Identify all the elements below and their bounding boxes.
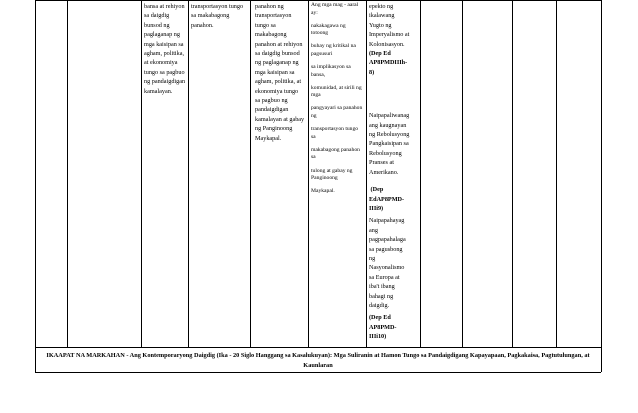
text-line: mga kaisipan sa xyxy=(255,68,295,76)
quarter-heading-line2: Kaunlaran xyxy=(303,361,333,369)
list-item xyxy=(311,105,367,120)
competency-code: (Dep Ed xyxy=(369,314,391,322)
col-border xyxy=(462,0,463,347)
col-border xyxy=(188,0,189,347)
text-line: sa implikasyon sa xyxy=(311,64,351,71)
text-line: panahon. xyxy=(191,21,214,29)
text-line: Naipapahayag xyxy=(369,217,405,225)
list-item xyxy=(311,168,367,183)
col-border xyxy=(35,0,36,372)
competency-code: (Dep Ed xyxy=(369,50,391,58)
text-line: epekto ng xyxy=(369,3,394,10)
text-line: mga kaisipan sa xyxy=(144,40,184,48)
text-line: Maykapal. xyxy=(255,134,282,142)
text-line: Pranses at xyxy=(369,159,394,167)
text-line: ng paglaganap ng xyxy=(255,59,299,67)
text-line: Panginoong xyxy=(311,175,338,182)
text-line: ekonomiya tungo xyxy=(255,87,299,95)
text-line: makabagong xyxy=(255,31,287,39)
competency-code: (Dep xyxy=(369,186,384,194)
text-line: bahagi ng xyxy=(369,292,394,300)
text-line: Yugto ng xyxy=(369,21,392,29)
text-line: kamalayan at gabay xyxy=(255,115,305,123)
text-line: transportasyon xyxy=(255,12,292,20)
text-line: ang xyxy=(369,226,378,234)
list-item xyxy=(311,64,367,79)
text-line: agham, politika, xyxy=(144,50,185,58)
text-line: Maykapal. xyxy=(311,188,335,195)
text-line: ang kaugnayan xyxy=(369,121,407,129)
competency-code: AP8PMD- xyxy=(369,323,397,331)
list-item xyxy=(311,85,367,100)
competency-code: IIIi10) xyxy=(369,333,387,341)
table-bottom-border xyxy=(35,372,601,373)
table-row-divider xyxy=(35,347,601,348)
text-line: bunsod ng xyxy=(144,21,170,29)
competency-code: AP8PMDIIIh- xyxy=(369,59,408,67)
text-line: Rebolusyong xyxy=(369,149,402,157)
text-line: Imperyalismo at xyxy=(369,31,410,39)
spacer xyxy=(369,177,421,185)
text-line: bansa at rehiyon xyxy=(144,3,185,10)
text-line: bansa, xyxy=(311,71,326,78)
text-line: komunidad, at sirili ng xyxy=(311,84,362,91)
text-line: iba't ibang xyxy=(369,283,395,291)
text-line: daigdig. xyxy=(369,301,390,309)
col-border xyxy=(250,0,251,347)
text-line: makabagong panahon xyxy=(311,146,360,153)
text-line: sa xyxy=(311,154,316,161)
competency-code: IIIi9) xyxy=(369,204,384,212)
text-line: sa makabagong xyxy=(191,12,230,20)
col-border xyxy=(67,0,68,347)
text-line: tungo sa xyxy=(255,21,276,29)
text-line: paglaganap ng xyxy=(144,31,180,39)
cell-performance-standard xyxy=(191,2,251,30)
text-line: sa daigdig xyxy=(144,12,170,20)
text-line: transportasyon tungo xyxy=(191,3,244,10)
text-line: pagpapahalaga xyxy=(369,236,406,244)
text-line: nakakagawa ng xyxy=(311,22,346,29)
col-border xyxy=(601,0,602,372)
cell-learning-competencies xyxy=(369,2,421,342)
text-line: Pangkaisipan sa xyxy=(369,140,409,148)
cell-performance-task xyxy=(311,2,367,201)
text-line: sa pagusbong xyxy=(369,245,403,253)
cell-transfer-goal xyxy=(255,2,309,143)
text-line: ng pandaigdigan xyxy=(144,78,186,86)
text-line: sa Europa at xyxy=(369,273,400,281)
col-border xyxy=(512,0,513,347)
text-line: sa xyxy=(311,133,316,140)
text-line: tulong at gabay ng xyxy=(311,167,353,174)
list-item xyxy=(311,43,367,58)
spacer xyxy=(369,77,421,111)
table-top-border xyxy=(35,0,601,1)
text-line: pandaigdigan xyxy=(255,106,289,114)
competency-code: EdAP8PMD- xyxy=(369,195,405,203)
list-item xyxy=(311,23,367,38)
text-line: ng Panginoong xyxy=(255,125,293,133)
text-line: pangyayari sa panahon xyxy=(311,105,363,112)
text-line: pagsusuri xyxy=(311,50,333,57)
competency-code: 8) xyxy=(369,68,375,76)
text-line: Kolonisasyon. xyxy=(369,40,405,48)
text-line: sa pagbuo ng xyxy=(255,97,288,105)
quarter-heading xyxy=(38,351,598,370)
text-line: ng Rebolusyong xyxy=(369,131,410,139)
text-line: ikalawang xyxy=(369,12,395,20)
text-line: Amerikano. xyxy=(369,168,399,176)
text-line: ay: xyxy=(311,9,318,16)
quarter-heading-line1: IKAAPAT NA MARKAHAN - Ang Kontemporaryong Daigdig (Ika - 20 Siglo Hanggang sa Kasalukuyan): Mga Suliranin at Hamon Tungo sa Pandaigdigang Kapayapaan, Pagkakaisa, Pagtutulungan, at xyxy=(46,352,590,359)
list-item xyxy=(311,126,367,141)
cell-learning-standard xyxy=(144,2,188,96)
text-line: at ekonomiya xyxy=(144,59,178,67)
text-line: totoong xyxy=(311,30,329,37)
text-line: Ang mga mag - aaral xyxy=(311,2,359,8)
text-line: ng xyxy=(369,254,376,262)
list-item xyxy=(311,147,367,162)
col-border xyxy=(556,0,557,347)
text-line: Naipapaliwanag xyxy=(369,112,410,120)
text-line: sa daigdig bunsod xyxy=(255,50,300,58)
text-line: agham, politika, at xyxy=(255,78,302,86)
list-item xyxy=(311,188,367,196)
text-line: mga xyxy=(311,92,321,99)
col-border xyxy=(141,0,142,347)
text-line: Nasyonalismo xyxy=(369,264,405,272)
text-line: panahon at rehiyon xyxy=(255,40,303,48)
text-line: transportasyon tungo xyxy=(311,126,359,133)
text-line: kamalayan. xyxy=(144,87,173,95)
text-line: panahon ng xyxy=(255,3,284,10)
text-line: ng xyxy=(311,113,317,120)
text-line: tungo sa pagbuo xyxy=(144,68,185,76)
text-line: buhay ng kritikal na xyxy=(311,43,356,50)
list-item xyxy=(311,2,367,17)
